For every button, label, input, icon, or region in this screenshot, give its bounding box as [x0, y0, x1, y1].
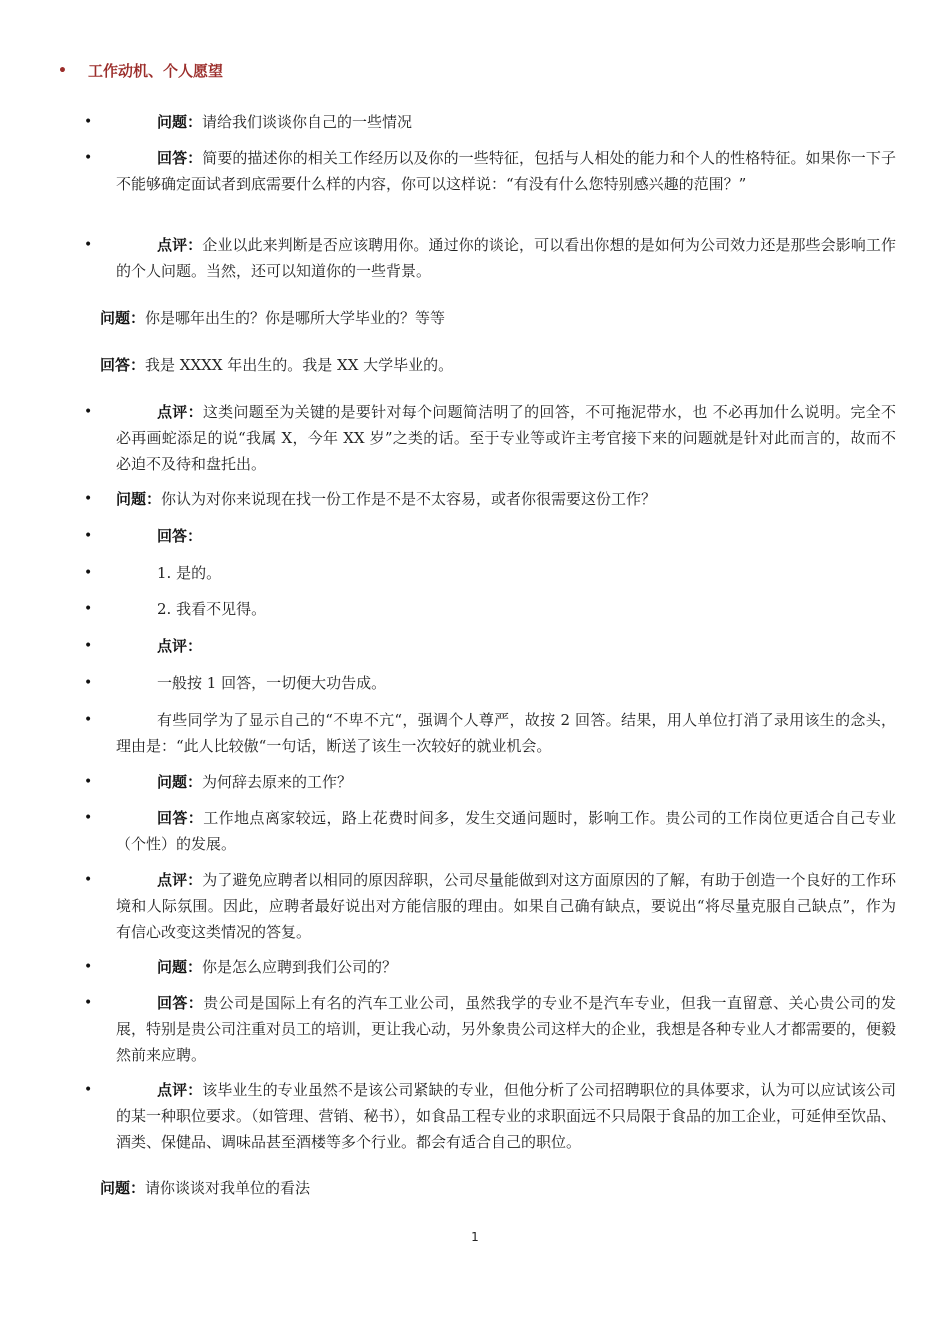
bullet-icon: • — [58, 62, 67, 79]
question-text: 为何辞去原来的工作？ — [202, 773, 353, 791]
bullet-icon: • — [84, 491, 93, 507]
comment-text: 这类问题至为关键的是要针对每个问题简洁明了的回答，不可拖泥带水，也 不必再加什么说明。完全不必再画蛇添足的说“我属 X，今年 XX 岁”之类的话。至于专业等或许主考官接下来的问题就是针对此而言的，故而不必迫不及待和盘托出。 — [116, 403, 896, 473]
list-item-comment — [84, 1077, 896, 1155]
list-item-question — [84, 954, 896, 980]
comment-label: 点评： — [157, 236, 203, 254]
question-label: 问题： — [157, 113, 203, 131]
question-label: 问题： — [100, 309, 146, 327]
question-text: 请给我们谈谈你自己的一些情况 — [202, 113, 413, 131]
comment-text: 企业以此来判断是否应该聘用你。通过你的谈论，可以看出你想的是如何为公司效力还是那些会影响工作的个人问题。当然，还可以知道你的一些背景。 — [116, 236, 896, 280]
bullet-icon: • — [84, 1082, 93, 1098]
question-label: 问题： — [157, 958, 203, 976]
bullet-icon: • — [84, 995, 93, 1011]
comment-label: 点评： — [157, 403, 203, 421]
comment-text: 一般按 1 回答，一切便大功告成。 — [157, 674, 387, 692]
list-item-answer — [84, 523, 896, 549]
bullet-icon: • — [84, 959, 93, 975]
bullet-icon: • — [84, 872, 93, 888]
answer-text: 贵公司是国际上有名的汽车工业公司，虽然我学的专业不是汽车专业，但我一直留意、关心贵公司的发展，特别是贵公司注重对员工的培训，更让我心动，另外象贵公司这样大的企业，我想是各种专业人才都需要的，便毅然前来应聘。 — [116, 994, 897, 1064]
paragraph-question — [100, 1175, 890, 1201]
paragraph-answer — [100, 352, 890, 378]
question-text: 你是怎么应聘到我们公司的？ — [202, 958, 398, 976]
bullet-icon: • — [84, 810, 93, 826]
bullet-icon: • — [84, 774, 93, 790]
list-item-answer-option — [84, 596, 896, 622]
answer-label: 回答： — [157, 527, 203, 545]
bullet-icon: • — [84, 565, 93, 581]
section-heading-text: 工作动机、个人愿望 — [88, 62, 224, 80]
comment-label: 点评： — [157, 871, 203, 889]
comment-text: 为了避免应聘者以相同的原因辞职，公司尽量能做到对这方面原因的了解，有助于创造一个良好的工作环境和人际氛围。因此，应聘者最好说出对方能信服的理由。如果自己确有缺点，要说出“将尽量克服自己缺点”，作为有信心改变这类情况的答复。 — [116, 871, 896, 941]
comment-label: 点评： — [157, 637, 203, 655]
answer-option-text: 2. 我看不见得。 — [157, 600, 267, 618]
question-text: 你认为对你来说现在找一份工作是不是不太容易，或者你很需要这份工作？ — [161, 490, 657, 508]
bullet-icon: • — [84, 712, 93, 728]
answer-option-text: 1. 是的。 — [157, 564, 222, 582]
answer-label: 回答： — [157, 994, 204, 1012]
comment-text: 有些同学为了显示自己的“不卑不亢“，强调个人尊严，故按 2 回答。结果，用人单位打消了录用该生的念头，理由是：“此人比较傲“一句话，断送了该生一次较好的就业机会。 — [116, 711, 896, 755]
answer-label: 回答： — [157, 149, 203, 167]
page-number: 1 — [471, 1230, 479, 1244]
question-label: 问题： — [100, 1179, 146, 1197]
bullet-icon: • — [84, 675, 93, 691]
list-item-comment — [84, 633, 896, 659]
list-item-comment-text — [84, 707, 896, 759]
answer-label: 回答： — [100, 356, 146, 374]
paragraph-question — [100, 305, 890, 331]
answer-text: 工作地点离家较远，路上花费时间多，发生交通问题时，影响工作。贵公司的工作岗位更适合自己专业（个性）的发展。 — [116, 809, 896, 853]
answer-text: 简要的描述你的相关工作经历以及你的一些特征，包括与人相处的能力和个人的性格特征。如果你一下子不能够确定面试者到底需要什么样的内容，你可以这样说：“有没有什么您特别感兴趣的范围？” — [116, 149, 896, 193]
bullet-icon: • — [84, 638, 93, 654]
list-item-answer — [84, 990, 896, 1068]
comment-label: 点评： — [157, 1081, 203, 1099]
question-text: 你是哪年出生的？你是哪所大学毕业的？等等 — [145, 309, 446, 327]
answer-text: 我是 XXXX 年出生的。我是 XX 大学毕业的。 — [145, 356, 454, 374]
bullet-icon: • — [84, 237, 93, 253]
list-item-comment — [84, 232, 896, 284]
list-item-comment — [84, 867, 896, 945]
comment-text: 该毕业生的专业虽然不是该公司紧缺的专业，但他分析了公司招聘职位的具体要求，认为可以应试该公司的某一种职位要求。（如管理、营销、秘书），如食品工程专业的求职面远不只局限于食品的加工企业，可延伸至饮品、酒类、保健品、调味品甚至酒楼等多个行业。都会有适合自己的职位。 — [116, 1081, 897, 1151]
bullet-icon: • — [84, 601, 93, 617]
list-item-comment-text — [84, 670, 896, 696]
bullet-icon: • — [84, 114, 93, 130]
list-item-comment — [84, 399, 896, 477]
answer-label: 回答： — [157, 809, 204, 827]
bullet-icon: • — [84, 150, 93, 166]
list-item-question — [84, 486, 896, 512]
bullet-icon: • — [84, 404, 93, 420]
question-text: 请你谈谈对我单位的看法 — [145, 1179, 311, 1197]
section-heading — [58, 60, 223, 81]
list-item-question — [84, 769, 896, 795]
list-item-answer — [84, 145, 896, 197]
list-item-question — [84, 109, 896, 135]
list-item-answer-option — [84, 560, 896, 586]
list-item-answer — [84, 805, 896, 857]
bullet-icon: • — [84, 528, 93, 544]
question-label: 问题： — [116, 490, 162, 508]
question-label: 问题： — [157, 773, 203, 791]
